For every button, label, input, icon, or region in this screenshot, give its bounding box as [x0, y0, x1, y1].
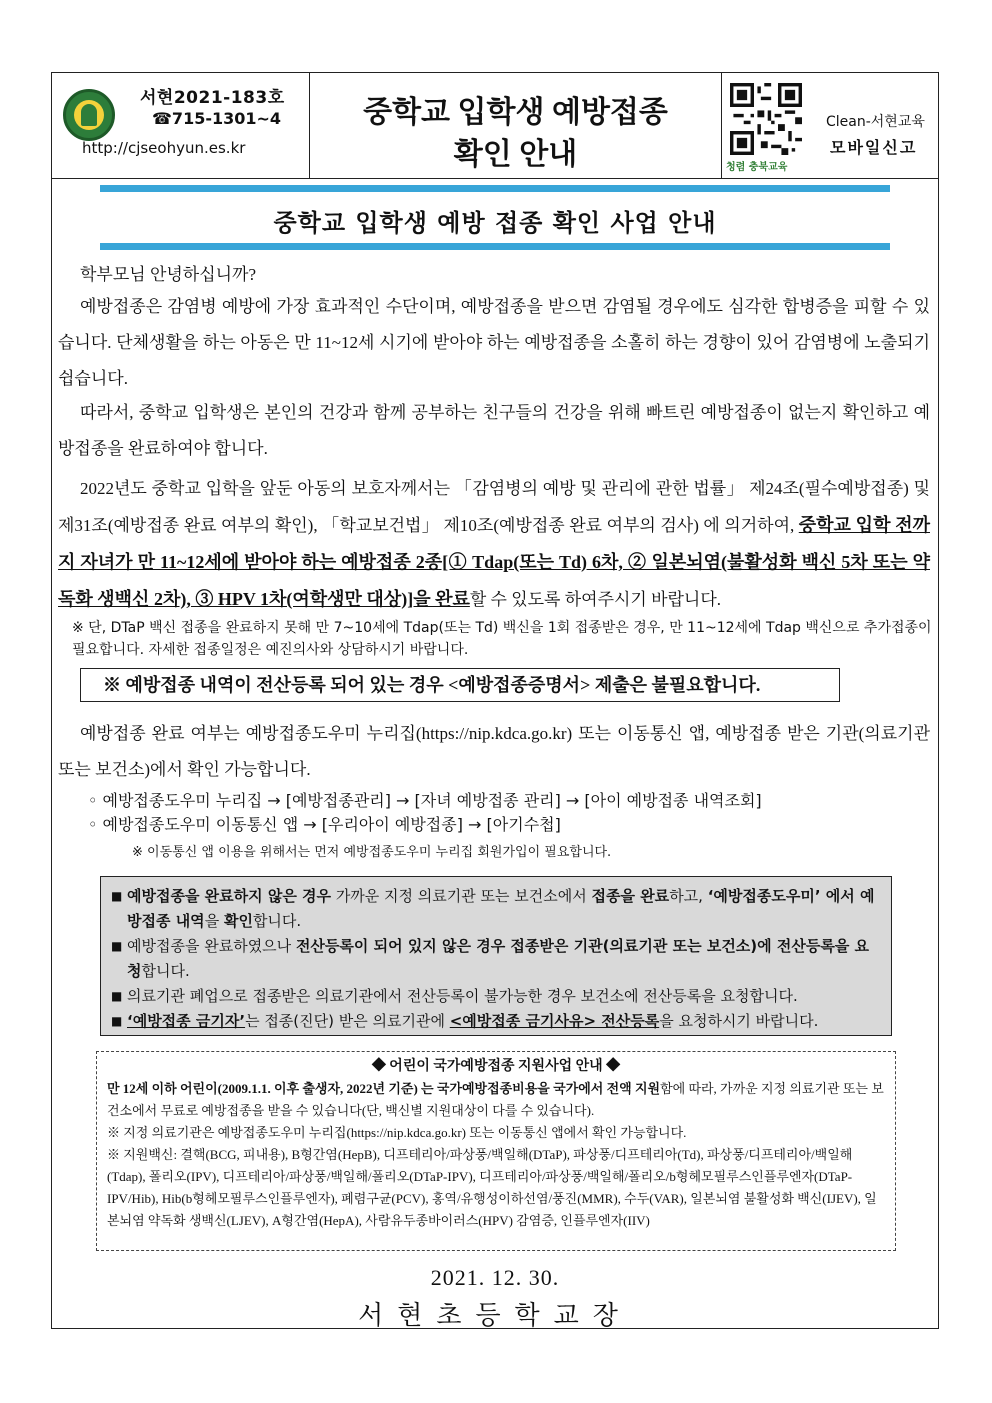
guide-item-4 [111, 1009, 881, 1034]
bullet-app-path: ◦ 예방접종도우미 이동통신 앱 → [우리아이 예방접종] → [아기수첩] [88, 815, 561, 834]
guide-item-1-b: 가까운 지정 의료기관 또는 보건소에서 [331, 887, 592, 905]
guide-item-2-a: 예방접종을 완료하였으나 [127, 937, 296, 955]
clean-label: Clean-서현교육 [826, 114, 925, 130]
qr-caption: 청렴 충북교육 [726, 162, 788, 173]
support-program-line-1-b: 함에 따라, 가까운 지정 의료기관 또는 보건소에서 무료로 예방접종을 받을 수 있습니다(단, 백신별 지원대상이 다를 수 있습니다). [107, 1081, 884, 1118]
guide-item-4-c: <예방접종 금기사유> 전산등록 [449, 1012, 660, 1030]
support-program-line-3: ※ 지원백신: 결핵(BCG, 피내용), B형간염(HepB), 디프테리아/파상풍/백일해(DTaP), 파상풍/디프테리아(Td), 파상풍/디프테리아/백일해(Tdap), 폴리오(IPV), 디프테리아/파상풍/백일해/폴리오(DTaP-IPV), 디프테리아/파상풍/백일해/폴리오/b형헤모필루스인플루엔자(DTaP-IPV/Hib), Hib(b형헤모필루스인플루엔자), 폐렴구균(PCV), 홍역/유행성이하선염/풍진(MMR), 수두(VAR), 일본뇌염 불활성화 백신(IJEV), 일본뇌염 약독화 생백신(LJEV), A형간염(HepA), 사람유두종바이러스(HPV) 감염증, 인플루엔자(IIV) [107, 1147, 877, 1228]
principal-signature: 서현초등학교장 [358, 1301, 632, 1330]
title-bar-top [100, 185, 890, 192]
paragraph-3-intro: 2022년도 중학교 입학을 앞둔 아동의 보호자께서는 「감염병의 예방 및 관리에 관한 법률」 제24조(필수예방접종) 및 제31조(예방접종 완료 여부의 확인), 「학교보건법」 제10조(예방접종 완료 여부의 검사) 에 의거하여, [58, 479, 930, 535]
support-program-box [96, 1051, 896, 1251]
support-program-title: ◆ 어린이 국가예방접종 지원사업 안내 ◆ [371, 1059, 621, 1074]
certificate-notice-box: ※ 예방접종 내역이 전산등록 되어 있는 경우 <예방접종증명서> 제출은 불필요합니다. [80, 668, 840, 702]
header-qr-area [722, 73, 940, 179]
support-program-line-2: ※ 지정 의료기관은 예방접종도우미 누리집(https://nip.kdca.go.kr) 또는 이동통신 앱에서 확인 가능합니다. [107, 1125, 687, 1140]
document-frame [51, 72, 939, 1329]
guide-item-4-d: 을 요청하시기 바랍니다. [659, 1012, 819, 1030]
guide-item-1-f: 을 [204, 912, 224, 930]
guide-item-1-g: 확인 [223, 912, 253, 930]
document-number: 서현2021-183호 [140, 88, 285, 108]
header-title [310, 73, 722, 179]
mobile-report-label: 모바일신고 [830, 138, 918, 157]
guide-item-1-c: 접종을 완료 [591, 887, 670, 905]
school-url[interactable]: http://cjseohyun.es.kr [82, 139, 246, 157]
support-program-line-1 [107, 1078, 885, 1122]
header-school-info [52, 73, 310, 179]
guide-item-2-c: 합니다. [141, 962, 190, 980]
guide-item-4-a: ‘예방접종 금기자’ [127, 1012, 246, 1030]
header-row [52, 73, 938, 179]
greeting: 학부모님 안녕하십니까? [80, 265, 257, 284]
paragraph-3-emphasis: 중학교 입학 전까지 자녀가 만 11~12세에 받아야 하는 예방접종 2종[① Tdap(또는 Td) 6차, ② 일본뇌염(불활성화 백신 5차 또는 약독화 생백신 2차), ③ HPV 1차(여학생만 대상)]을 완료 [58, 515, 930, 609]
qr-code-icon[interactable] [730, 83, 802, 155]
paragraph-4: 예방접종 완료 여부는 예방접종도우미 누리집(https://nip.kdca.go.kr) 또는 이동통신 앱, 예방접종 받은 기관(의료기관 또는 보건소)에서 확인 가능합니다. [58, 724, 930, 779]
guide-item-1 [111, 884, 881, 934]
note-app-signup: ※ 이동통신 앱 이용을 위해서는 먼저 예방접종도우미 누리집 회원가입이 필요합니다. [132, 845, 612, 860]
guide-item-1-d: 하고, [669, 887, 708, 905]
paragraph-2: 따라서, 중학교 입학생은 본인의 건강과 함께 공부하는 친구들의 건강을 위해 빠트린 예방접종이 없는지 확인하고 예방접종을 완료하여야 합니다. [58, 403, 930, 458]
guide-item-1-e: ‘예방접종도우미’ 에서 예방접종 내역 [127, 887, 875, 930]
paragraph-1: 예방접종은 감염병 예방에 가장 효과적인 수단이며, 예방접종을 받으면 감염될 경우에도 심각한 합병증을 피할 수 있습니다. 단체생활을 하는 아동은 만 11~12세 시기에 받아야 하는 예방접종을 소홀히 하는 경향이 있어 감염병에 노출되기 쉽습니다. [58, 297, 930, 388]
note-dtap: ※ 단, DTaP 백신 접종을 완료하지 못해 만 7~10세에 Tdap(또는 Td) 백신을 1회 접종받은 경우, 만 11~12세에 Tdap 백신으로 추가접종이 필요합니다. 자세한 접종일정은 예진의사와 상담하시기 바랍니다. [72, 620, 932, 658]
title-line-2: 확인 안내 [453, 138, 578, 171]
guide-item-3: ■ 의료기관 폐업으로 접종받은 의료기관에서 전산등록이 불가능한 경우 보건소에 전산등록을 요청합니다. [111, 984, 881, 1009]
guide-item-1-a: 예방접종을 완료하지 않은 경우 [127, 887, 332, 905]
guide-item-4-b: 는 접종(진단) 받은 의료기관에 [245, 1012, 450, 1030]
guide-item-2 [111, 934, 881, 984]
bullet-website-path: ◦ 예방접종도우미 누리집 → [예방접종관리] → [자녀 예방접종 관리] → [아이 예방접종 내역조회] [88, 791, 762, 810]
support-program-line-1-a: 만 12세 이하 어린이(2009.1.1. 이후 출생자, 2022년 기준) 는 국가예방접종비용을 국가에서 전액 지원 [107, 1081, 661, 1096]
title-bar-bottom [100, 243, 890, 250]
document-date: 2021. 12. 30. [430, 1265, 560, 1290]
action-guide-box [100, 876, 892, 1036]
guide-item-1-h: 합니다. [252, 912, 302, 930]
paragraph-3-end: 할 수 있도록 하여주시기 바랍니다. [469, 590, 722, 609]
school-emblem-icon [63, 89, 115, 141]
phone-number: ☎715-1301~4 [152, 109, 282, 128]
title-line-1: 중학교 입학생 예방접종 [363, 96, 668, 129]
guide-item-2-b: 전산등록이 되어 있지 않은 경우 접종받은 기관(의료기관 또는 보건소)에 전산등록을 요청 [127, 937, 870, 980]
paragraph-3 [58, 471, 930, 618]
section-title: 중학교 입학생 예방 접종 확인 사업 안내 [273, 209, 717, 237]
